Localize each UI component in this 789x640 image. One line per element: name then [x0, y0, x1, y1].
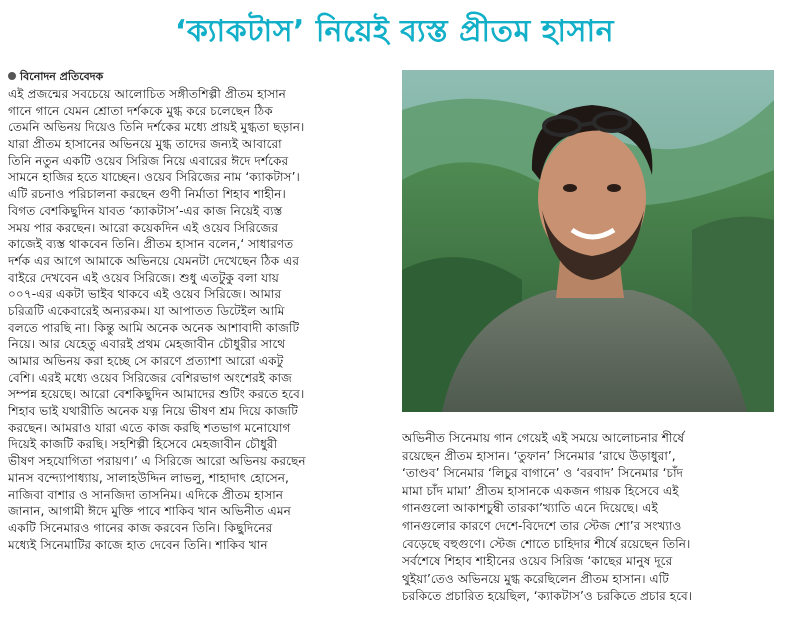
byline: [8, 68, 103, 87]
body-line: ভীষণ সহযোগিতা পরায়ণ।’ এ সিরিজে আরো অভিনয় করছেন: [8, 454, 306, 469]
body-line: জানান, আগামী ঈদে মুক্তি পাবে শাকিব খান অভিনীত এমন: [8, 504, 291, 519]
body-line: সামনে হাজির হতে যাচ্ছেন। ওয়েব সিরিজের নাম ‘ক্যাকটাস’।: [8, 170, 300, 185]
body-line: একটি সিনেমারও গানের কাজ করবেন তিনি। কিছুদিনের: [8, 520, 273, 535]
body-line: করছেন। আমরাও যারা এতে কাজ করছি শতভাগ মনোযোগ: [8, 420, 291, 435]
body-line: অভিনীত সিনেমায় গান গেয়েই এই সময়ে আলোচনার শীর্ষে: [402, 431, 685, 445]
body-line: বলতে পারছি না। কিন্তু আমি অনেক অনেক আশাবাদী কাজটি: [8, 320, 300, 335]
body-line: সর্বশেষে শিহাব শাহীনের ওয়েব সিরিজ ‘কাছের মানুষ দূরে: [402, 554, 673, 569]
body-line: ‘তাণ্ডব’ সিনেমার ‘লিচুর বাগানে’ ও ‘বরবাদ’ সিনেমার ‘চাঁদ: [402, 466, 684, 481]
body-line: চরকিতে প্রচারিত হয়েছিল, ‘ক্যাকটাস’ও চরকিতে প্রচার হবে।: [402, 589, 693, 604]
body-line: চরিত্রটি একেবারেই অন্যরকম। যা আপাতত ডিটেইল আমি: [8, 303, 285, 318]
body-line: ০০৭-এর একটা ভাইব থাকবে এই ওয়েব সিরিজে। আমার: [8, 287, 282, 302]
body-line: দিয়েই কাজটি করছি। সহশিল্পী হিসেবে মেহজাবীন চৌধুরী: [8, 437, 278, 452]
body-line: যারা প্রীতম হাসানের অভিনয়ে মুগ্ধ তাদের জন্যই আবারো: [8, 137, 282, 152]
body-line: রয়েছেন প্রীতম হাসান। ‘তুফান’ সিনেমার ‘রাঘে উড়াধুরা’,: [402, 448, 676, 463]
body-line: কাজেই ব্যস্ত থাকবেন তিনি। প্রীতম হাসান বলেন,‘ সাধারণত: [8, 237, 294, 252]
body-line: মধ্যেই সিনেমাটির কাজে হাত দেবেন তিনি। শাকিব খান: [8, 537, 268, 552]
body-line: নাজিবা বাশার ও সানজিদা তাসনিম। এদিকে প্রীতম হাসান: [8, 487, 284, 502]
body-line: বাইরে দেখবেন এই ওয়েব সিরিজে। শুধু এতটুকু বলা যায়: [8, 270, 279, 285]
body-line: নিয়ে। আর যেহেতু এবারই প্রথম মেহজাবীন চৌধুরীর সাথে: [8, 337, 286, 352]
article-photo: [402, 70, 774, 412]
headline: ‘ক্যাকটাস’ নিয়েই ব্যস্ত প্রীতম হাসান: [174, 14, 615, 49]
body-line: সম্পন্ন হয়েছে। আরো বেশকিছুদিন আমাদের শুটিং করতে হবে।: [8, 387, 305, 402]
body-line: মানস বন্দ্যোপাধ্যায়, সালাহউদ্দিন লাভলু, শাহাদাৎ হোসেন,: [8, 470, 289, 485]
body-line: বেশি। এরই মধ্যে ওয়েব সিরিজের বেশিরভাগ অংশেরই কাজ: [8, 370, 292, 385]
body-line: এটি রচনাও পরিচালনা করছেন গুণী নির্মাতা শিহাব শাহীন।: [8, 187, 286, 202]
body-line: বেড়েছে বহুগুণে। স্টেজ শোতে চাহিদার শীর্ষে রয়েছেন তিনি।: [402, 536, 691, 551]
body-line: মামা চাঁদ মামা’ প্রীতম হাসানকে একজন গায়ক হিসেবে এই: [402, 483, 679, 498]
body-line: সময় পার করছেন। আরো কয়েকদিন এই ওয়েব সিরিজের: [8, 220, 279, 235]
body-line: গানগুলো আকাশচুম্বী তারকা’খ্যাতি এনে দিয়েছে। এই: [402, 501, 658, 516]
byline-text: বিনোদন প্রতিবেদক: [20, 70, 104, 83]
article-body-left-column: [8, 86, 393, 553]
body-line: থুইয়া’তেও অভিনয়ে মুগ্ধ করেছিলেন প্রীতম হাসান। এটি: [402, 571, 669, 586]
article-body-right-column: [402, 430, 782, 606]
portrait-illustration: [402, 70, 774, 412]
body-line: বিগত বেশকিছুদিন যাবত ‘ক্যাকটাস’-এর কাজ নিয়েই ব্যস্ত: [8, 203, 283, 218]
body-line: গানগুলোর কারণে দেশে-বিদেশে তার স্টেজ শো’র সংখ্যাও: [402, 518, 682, 533]
body-line: তিনি নতুন একটি ওয়েব সিরিজ নিয়ে এবারের ঈদে দর্শকের: [8, 153, 289, 168]
body-line: তেমনি অভিনয় দিয়েও তিনি দর্শকের মধ্যে প্রায়ই মুগ্ধতা ছড়ান।: [8, 120, 305, 135]
body-line: এই প্রজন্মের সবচেয়ে আলোচিত সঙ্গীতশিল্পী প্রীতম হাসান: [8, 87, 286, 101]
body-line: গানে গানে যেমন শ্রোতা দর্শককে মুগ্ধ করে চলেছেন ঠিক: [8, 103, 273, 118]
bullet-icon: [8, 72, 16, 80]
body-line: দর্শক এর আগে আমাকে অভিনয়ে যেমনটা দেখেছেন ঠিক এর: [8, 253, 300, 268]
body-line: আমার অভিনয় করা হচ্ছে সে কারণে প্রত্যাশা আরো একটু: [8, 354, 284, 368]
body-line: শিহাব ভাই যথারীতি অনেক যত্ন নিয়ে ভীষণ শ্রম দিয়ে কাজটি: [8, 404, 298, 419]
